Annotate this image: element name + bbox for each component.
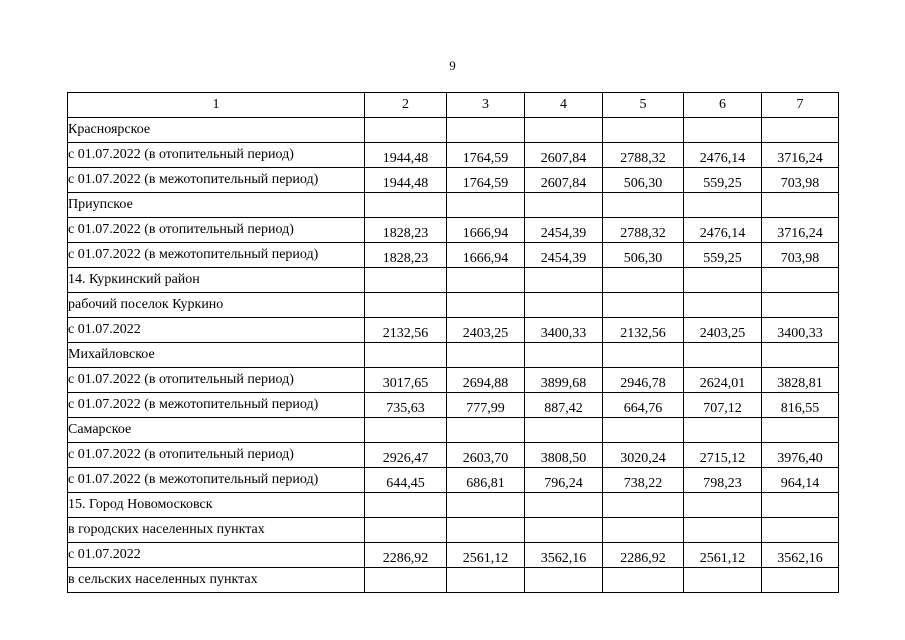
tariff-value-cell — [365, 518, 447, 543]
row-label: 14. Куркинский район — [68, 268, 365, 293]
tariff-value-cell — [684, 418, 762, 443]
tariff-value-cell — [365, 118, 447, 143]
tariff-value-cell: 686,81 — [447, 468, 525, 493]
tariff-value-cell — [762, 493, 839, 518]
row-label: с 01.07.2022 (в отопительный период) — [68, 143, 365, 168]
table-row — [68, 443, 839, 468]
tariff-value-cell — [525, 518, 603, 543]
tariff-value-cell: 1666,94 — [447, 243, 525, 268]
row-label: с 01.07.2022 (в отопительный период) — [68, 443, 365, 468]
tariff-value-cell — [525, 268, 603, 293]
row-label: с 01.07.2022 (в межотопительный период) — [68, 393, 365, 418]
tariff-value-cell: 3899,68 — [525, 368, 603, 393]
tariff-value-cell — [447, 343, 525, 368]
tariff-value-cell: 559,25 — [684, 168, 762, 193]
row-label: Красноярское — [68, 118, 365, 143]
table-row — [68, 468, 839, 493]
tariff-value-cell — [762, 568, 839, 593]
row-label: с 01.07.2022 (в межотопительный период) — [68, 168, 365, 193]
tariff-value-cell — [447, 193, 525, 218]
tariff-value-cell — [603, 518, 684, 543]
table-row — [68, 118, 839, 143]
tariff-value-cell: 1944,48 — [365, 168, 447, 193]
table-row — [68, 318, 839, 343]
row-label: с 01.07.2022 — [68, 318, 365, 343]
tariff-value-cell: 1828,23 — [365, 243, 447, 268]
tariff-value-cell — [762, 118, 839, 143]
tariff-value-cell: 2403,25 — [447, 318, 525, 343]
tariff-value-cell — [365, 418, 447, 443]
tariff-value-cell — [365, 493, 447, 518]
tariff-value-cell: 777,99 — [447, 393, 525, 418]
tariff-value-cell: 2476,14 — [684, 218, 762, 243]
tariff-value-cell — [365, 193, 447, 218]
tariff-value-cell — [603, 118, 684, 143]
row-label: Михайловское — [68, 343, 365, 368]
tariff-value-cell: 738,22 — [603, 468, 684, 493]
tariff-value-cell — [525, 493, 603, 518]
tariff-value-cell: 2286,92 — [603, 543, 684, 568]
tariff-value-cell: 2715,12 — [684, 443, 762, 468]
table-row — [68, 343, 839, 368]
tariff-value-cell — [447, 568, 525, 593]
tariff-table — [67, 92, 839, 593]
tariff-value-cell — [684, 343, 762, 368]
tariff-value-cell — [365, 343, 447, 368]
tariff-value-cell — [762, 268, 839, 293]
tariff-value-cell: 703,98 — [762, 168, 839, 193]
tariff-value-cell: 3562,16 — [525, 543, 603, 568]
tariff-value-cell — [447, 118, 525, 143]
tariff-value-cell — [684, 193, 762, 218]
table-row — [68, 543, 839, 568]
row-label: в городских населенных пунктах — [68, 518, 365, 543]
tariff-value-cell: 559,25 — [684, 243, 762, 268]
table-row — [68, 293, 839, 318]
tariff-value-cell: 3400,33 — [525, 318, 603, 343]
tariff-value-cell — [603, 418, 684, 443]
table-row — [68, 493, 839, 518]
tariff-value-cell: 1764,59 — [447, 143, 525, 168]
tariff-value-cell — [525, 343, 603, 368]
table-row — [68, 243, 839, 268]
tariff-value-cell: 2946,78 — [603, 368, 684, 393]
row-label: Приупское — [68, 193, 365, 218]
tariff-value-cell: 3828,81 — [762, 368, 839, 393]
tariff-value-cell — [603, 343, 684, 368]
tariff-value-cell — [762, 343, 839, 368]
tariff-value-cell — [525, 568, 603, 593]
tariff-value-cell — [684, 268, 762, 293]
page-number: 9 — [449, 58, 456, 73]
tariff-value-cell — [525, 293, 603, 318]
tariff-value-cell: 2132,56 — [603, 318, 684, 343]
tariff-value-cell: 2286,92 — [365, 543, 447, 568]
table-row — [68, 418, 839, 443]
tariff-value-cell: 887,42 — [525, 393, 603, 418]
tariff-value-cell — [762, 193, 839, 218]
tariff-value-cell: 3808,50 — [525, 443, 603, 468]
tariff-value-cell: 506,30 — [603, 168, 684, 193]
tariff-value-cell — [762, 293, 839, 318]
table-row — [68, 218, 839, 243]
tariff-value-cell — [447, 518, 525, 543]
tariff-value-cell — [525, 418, 603, 443]
tariff-value-cell — [684, 293, 762, 318]
column-header: 7 — [762, 93, 839, 118]
tariff-value-cell — [603, 293, 684, 318]
tariff-value-cell — [684, 568, 762, 593]
tariff-value-cell: 2788,32 — [603, 143, 684, 168]
tariff-value-cell — [762, 418, 839, 443]
table-row — [68, 393, 839, 418]
table-row — [68, 193, 839, 218]
tariff-value-cell: 664,76 — [603, 393, 684, 418]
tariff-value-cell — [684, 518, 762, 543]
tariff-value-cell: 1764,59 — [447, 168, 525, 193]
tariff-value-cell: 2788,32 — [603, 218, 684, 243]
tariff-value-cell: 2403,25 — [684, 318, 762, 343]
row-label: рабочий поселок Куркино — [68, 293, 365, 318]
tariff-value-cell — [525, 118, 603, 143]
row-label: Самарское — [68, 418, 365, 443]
tariff-value-cell: 2132,56 — [365, 318, 447, 343]
tariff-value-cell: 735,63 — [365, 393, 447, 418]
tariff-value-cell — [447, 493, 525, 518]
tariff-value-cell: 816,55 — [762, 393, 839, 418]
tariff-value-cell: 2454,39 — [525, 218, 603, 243]
tariff-value-cell: 2624,01 — [684, 368, 762, 393]
tariff-value-cell — [603, 493, 684, 518]
tariff-value-cell: 644,45 — [365, 468, 447, 493]
tariff-value-cell: 2454,39 — [525, 243, 603, 268]
row-label: 15. Город Новомосковск — [68, 493, 365, 518]
row-label: в сельских населенных пунктах — [68, 568, 365, 593]
tariff-value-cell: 2561,12 — [684, 543, 762, 568]
tariff-value-cell: 798,23 — [684, 468, 762, 493]
table-row — [68, 368, 839, 393]
tariff-value-cell — [684, 118, 762, 143]
tariff-value-cell — [603, 568, 684, 593]
tariff-value-cell: 3716,24 — [762, 218, 839, 243]
tariff-value-cell: 707,12 — [684, 393, 762, 418]
row-label: с 01.07.2022 (в межотопительный период) — [68, 468, 365, 493]
table-row — [68, 268, 839, 293]
tariff-value-cell: 506,30 — [603, 243, 684, 268]
tariff-value-cell: 3562,16 — [762, 543, 839, 568]
tariff-value-cell: 3017,65 — [365, 368, 447, 393]
tariff-value-cell — [365, 268, 447, 293]
column-header: 4 — [525, 93, 603, 118]
tariff-value-cell — [762, 518, 839, 543]
column-header: 5 — [603, 93, 684, 118]
tariff-value-cell — [365, 568, 447, 593]
tariff-value-cell — [684, 493, 762, 518]
table-header-row — [68, 93, 839, 118]
table-row — [68, 568, 839, 593]
tariff-value-cell: 3400,33 — [762, 318, 839, 343]
tariff-value-cell — [447, 293, 525, 318]
tariff-value-cell: 964,14 — [762, 468, 839, 493]
row-label: с 01.07.2022 (в отопительный период) — [68, 218, 365, 243]
row-label: с 01.07.2022 (в межотопительный период) — [68, 243, 365, 268]
tariff-value-cell: 3976,40 — [762, 443, 839, 468]
tariff-value-cell: 2694,88 — [447, 368, 525, 393]
tariff-value-cell: 1944,48 — [365, 143, 447, 168]
tariff-value-cell: 3020,24 — [603, 443, 684, 468]
tariff-value-cell: 3716,24 — [762, 143, 839, 168]
tariff-value-cell: 2561,12 — [447, 543, 525, 568]
tariff-value-cell: 2607,84 — [525, 168, 603, 193]
table-row — [68, 168, 839, 193]
column-header: 1 — [68, 93, 365, 118]
row-label: с 01.07.2022 — [68, 543, 365, 568]
column-header: 2 — [365, 93, 447, 118]
tariff-value-cell: 703,98 — [762, 243, 839, 268]
tariff-value-cell: 2476,14 — [684, 143, 762, 168]
tariff-value-cell: 2603,70 — [447, 443, 525, 468]
tariff-value-cell — [365, 293, 447, 318]
tariff-value-cell: 2926,47 — [365, 443, 447, 468]
tariff-value-cell — [447, 268, 525, 293]
tariff-value-cell: 1666,94 — [447, 218, 525, 243]
tariff-value-cell — [525, 193, 603, 218]
column-header: 6 — [684, 93, 762, 118]
table-row — [68, 143, 839, 168]
tariff-value-cell: 796,24 — [525, 468, 603, 493]
tariff-value-cell — [603, 268, 684, 293]
tariff-value-cell: 1828,23 — [365, 218, 447, 243]
column-header: 3 — [447, 93, 525, 118]
tariff-value-cell — [447, 418, 525, 443]
table-row — [68, 518, 839, 543]
tariff-value-cell — [603, 193, 684, 218]
tariff-value-cell: 2607,84 — [525, 143, 603, 168]
row-label: с 01.07.2022 (в отопительный период) — [68, 368, 365, 393]
